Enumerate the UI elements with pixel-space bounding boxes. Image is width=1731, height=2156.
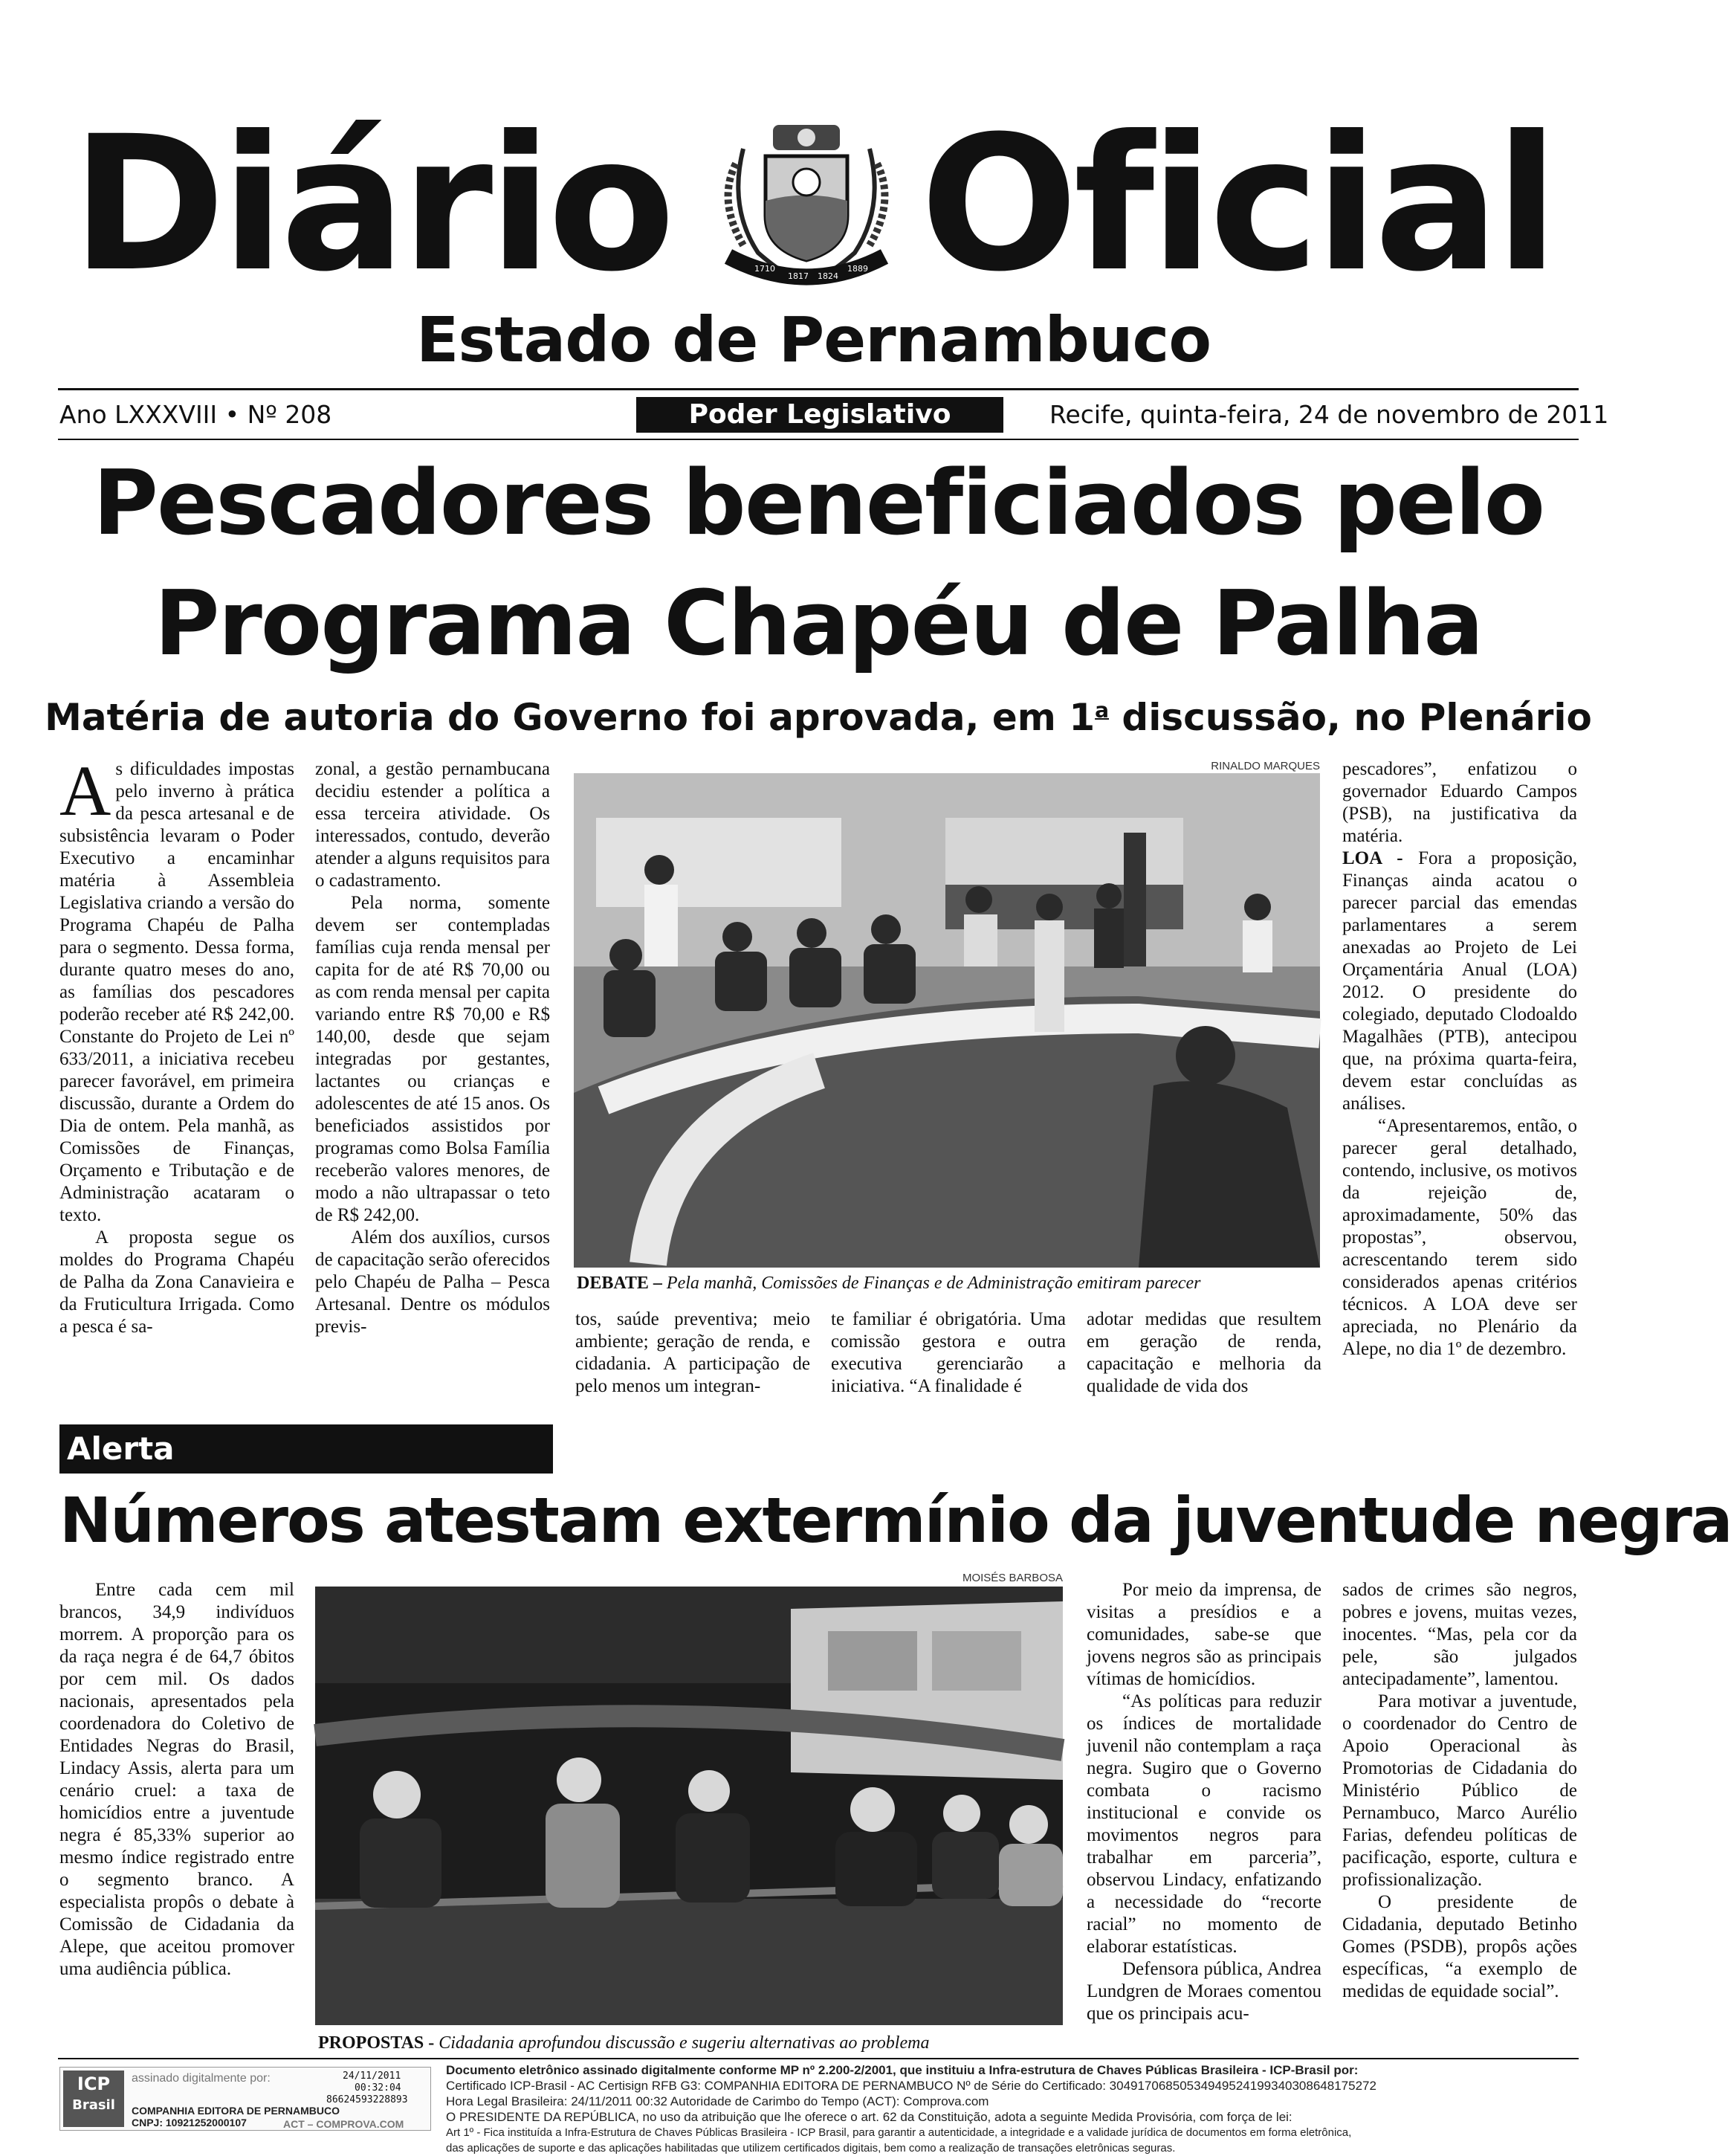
story2-column-3 (1087, 1579, 1321, 2025)
story1-photo-committee-debate (574, 773, 1320, 1268)
icp-brasil-logo (63, 2071, 124, 2127)
seal-year-4: 1889 (847, 264, 868, 274)
story2-column-4 (1342, 1579, 1577, 2003)
story1-column-1 (59, 751, 294, 1405)
digital-signature-stamp (59, 2067, 431, 2131)
story2-caption-text: Cidadania aprofundou discussão e sugeriu alternativas ao problema (434, 2033, 930, 2053)
icp-logo-bottom: Brasil (72, 2097, 115, 2113)
story1-subhead-sup: a (1095, 697, 1110, 723)
story1-caption-label: DEBATE – (577, 1274, 662, 1293)
story2-photo-credit: MOISÉS BARBOSA (962, 1572, 1063, 1584)
footer-line-3: Hora Legal Brasileira: 24/11/2011 00:32 Autoridade de Carimbo do Tempo (ACT): Comprova.com (446, 2094, 989, 2108)
story1-subcolumn-3: adotar medidas que resultem em geração de renda, capacitação e melhoria da qualidade de vida dos (1087, 1309, 1321, 1396)
seal-year-1: 1710 (754, 264, 775, 274)
story1-col5-p3: “Apresentaremos, então, o parecer geral detalhado, contendo, inclusive, os motivos da rejeição de, aproximadamente, 50% das propostas”, observou, acrescentando terem sido considerados apenas critérios técnicos. A LOA deve ser apreciada, no Plenário da Alepe, no dia 1º de dezembro. (1342, 1116, 1577, 1359)
section-banner-label: Poder Legislativo (688, 399, 951, 430)
masthead-rule (58, 388, 1579, 390)
stamp-date: 24/11/2011 (343, 2071, 401, 2082)
stamp-act: ACT – COMPROVA.COM (283, 2118, 404, 2130)
story2-col3-p3: O presidente de Cidadania, deputado Betinho Gomes (PSDB), propôs ações específicas, “a exemplo de medidas de equidade social”. (1342, 1892, 1577, 2001)
story1-col2-p2: Pela norma, somente devem ser contempladas famílias cuja renda mensal per capita for de até R$ 70,00 ou as com renda mensal per capita variando entre R$ 70,00 e R$ 140,00, desde que sejam integradas por gestantes, lactantes ou crianças e adolescentes de até 15 anos. Os beneficiados assistidos por programas como Bolsa Família receberão valores menores, de modo a não ultrapassar o teto de R$ 242,00. (315, 893, 550, 1225)
story2-col2-p3: Defensora pública, Andrea Lundgren de Moraes comentou que os principais acu- (1087, 1959, 1321, 2024)
story2-photo-caption (318, 2033, 1066, 2053)
story2-col3-p1: sados de crimes são negros, pobres e jovens, muitas vezes, inocentes. “Mas, pela cor da pele, são julgados antecipadamente”, lamentou. (1342, 1580, 1577, 1689)
alert-kicker-label: Alerta (67, 1430, 175, 1467)
story1-subhead (0, 696, 1637, 739)
story2-col3-p2: Para motivar a juventude, o coordenador do Centro de Apoio Operacional às Promotorias de Cidadania do Ministério Público de Pernambuco, Marco Aurélio Farias, defendeu políticas de pacificação, esporte, cultura e profissionalização. (1342, 1691, 1577, 1890)
story1-col5-p2: Fora a proposição, Finanças ainda acatou o parecer parcial das emendas parlamentares a serem anexadas ao Projeto de Lei Orçamentária Anual (LOA) 2012. O presidente do colegiado, deputado Clodoaldo Magalhães (PTB), antecipou que, na próxima quarta-feira, devem estar concluídas as análises. (1342, 848, 1577, 1114)
seal-year-2: 1817 (788, 271, 809, 281)
edition-number: Ano LXXXVIII • Nº 208 (59, 400, 332, 429)
story1-subhead-post: discussão, no Plenário (1109, 696, 1592, 739)
footer-legal-text (446, 2062, 1579, 2156)
story1-caption-text: Pela manhã, Comissões de Finanças e de Administração emitiram parecer (661, 1274, 1201, 1293)
masthead-title-right: Oficial (920, 96, 1555, 312)
footer-line-5: Art 1º - Fica instituída a Infra-Estrutura de Chaves Públicas Brasileira - ICP Brasil, para garantir a autenticidade, a integridade e a validade jurídica de documentos em forma eletrônica, (446, 2126, 1352, 2139)
story1-subcolumn-2: te familiar é obrigatória. Uma comissão gestora e outra executiva gerenciarão a iniciativa. “A finalidade é (831, 1309, 1066, 1396)
dropcap: A (59, 751, 111, 830)
story1-headline-line2: Programa Chapéu de Palha (154, 572, 1483, 676)
story2-photo-citizenship-hearing (315, 1587, 1063, 2025)
stamp-time: 00:32:04 (355, 2082, 401, 2094)
story1-photo-credit: RINALDO MARQUES (1211, 760, 1320, 772)
issue-date: Recife, quinta-feira, 24 de novembro de 2011 (1049, 400, 1609, 429)
footer-rule (58, 2058, 1579, 2059)
masthead-title-left: Diário (71, 96, 671, 312)
seal-year-3: 1824 (818, 271, 838, 281)
story1-headline-line1: Pescadores beneficiados pelo (92, 452, 1544, 555)
story1-col1-p1: s dificuldades impostas pelo inverno à prática da pesca artesanal e de subsistência levaram o Poder Executivo a encaminhar matéria à Assembleia Legislativa criando a versão do Programa Chapéu de Palha para o segmento. Dessa forma, durante quatro meses do ano, as famílias dos pescadores poderão receber até R$ 242,00. Constante do Projeto de Lei nº 633/2011, a iniciativa recebeu parecer favorável, em primeira discussão, durante a Ordem do Dia de ontem. Pela manhã, as Comissões de Finanças, Orçamento e Tributação e de Administração acataram o texto. (59, 759, 294, 1225)
story2-headline: Números atestam extermínio da juventude negra (59, 1484, 1731, 1557)
loa-label: LOA - (1342, 848, 1403, 868)
footer-line-4: O PRESIDENTE DA REPÚBLICA, no uso da atribuição que lhe oferece o art. 62 da Constituição, adota a seguinte Medida Provisória, com força de lei: (446, 2110, 1292, 2124)
story1-col1-p2: A proposta segue os moldes do Programa Chapéu de Palha da Zona Canavieira e da Fruticultura Irrigada. Como a pesca é sa- (59, 1227, 294, 1337)
masthead-subtitle: Estado de Pernambuco (416, 303, 1211, 376)
stamp-cnpj: CNPJ: 10921252000107 (132, 2117, 247, 2128)
story2-caption-label: PROPOSTAS - (318, 2033, 435, 2053)
story1-col2-p1: zonal, a gestão pernambucana decidiu estender a política a essa terceira atividade. Os interessados, contudo, deverão atender a alguns requisitos para o cadastramento. (315, 759, 550, 891)
story1-column-2 (315, 758, 550, 1405)
section-banner (636, 397, 1003, 433)
alert-kicker-banner (59, 1424, 553, 1474)
story2-col1-text: Entre cada cem mil brancos, 34,9 indivíduos morrem. A proporção para os da raça negra é de 64,7 óbitos por cem mil. Os dados nacionais, apresentados pela coordenadora do Coletivo de Entidades Negras do Brasil, Lindacy Assis, alerta para um cenário cruel: a taxa de homicídios entre a juventude negra é 85,33% superior ao mesmo índice registrado entre o segmento branco. A especialista propôs o debate à Comissão de Cidadania da Alepe, que aceitou promover uma audiência pública. (59, 1580, 294, 1979)
coat-of-arms-seal (714, 119, 899, 290)
stamp-label: assinado digitalmente por: (132, 2072, 271, 2085)
story1-subcolumn-1: tos, saúde preventiva; meio ambiente; geração de renda, e cidadania. A participação de pelo menos um integran- (575, 1309, 810, 1396)
story1-subhead-pre: Matéria de autoria do Governo foi aprovada, em 1 (45, 696, 1096, 739)
story2-column-1 (59, 1579, 294, 1981)
footer-line-1: Documento eletrônico assinado digitalmente conforme MP nº 2.200-2/2001, que instituiu a Infra-estrutura de Chaves Públicas Brasileira - ICP-Brasil por: (446, 2063, 1359, 2077)
stamp-company: COMPANHIA EDITORA DE PERNAMBUCO (132, 2105, 340, 2117)
footer-line-6: das aplicações de suporte e das aplicações habilitadas que utilizem certificados digitais, bem como a realização de transações eletrônicas seguras. (446, 2142, 1176, 2155)
stamp-serial: 8662459322889З (326, 2094, 408, 2105)
story2-col2-p1: Por meio da imprensa, de visitas a presídios e a comunidades, sabe-se que jovens negros são as principais vítimas de homicídios. (1087, 1580, 1321, 1689)
story2-col2-p2: “As políticas para reduzir os índices de mortalidade juvenil não contemplam a raça negra. Sugiro que o Governo combata o racismo institucional e convide os movimentos negros para trabalhar em parceria”, observou Lindacy, enfatizando a necessidade do “recorte racial” no momento de elaborar estatísticas. (1087, 1691, 1321, 1957)
story1-col2-p3: Além dos auxílios, cursos de capacitação serão oferecidos pelo Chapéu de Palha – Pesca Artesanal. Dentre os módulos previs- (315, 1227, 550, 1337)
icp-logo-top: ICP (77, 2073, 111, 2094)
infobar-rule (58, 439, 1579, 440)
story1-photo-caption (577, 1273, 1323, 1294)
story1-col5-p1: pescadores”, enfatizou o governador Eduardo Campos (PSB), na justificativa da matéria. (1342, 759, 1577, 846)
footer-line-2: Certificado ICP-Brasil - AC Certisign RFB G3: COMPANHIA EDITORA DE PERNAMBUCO Nº de Série do Certificado: 3049170685053494952419934030864817527​2 (446, 2079, 1376, 2093)
story1-column-5 (1342, 758, 1577, 1405)
